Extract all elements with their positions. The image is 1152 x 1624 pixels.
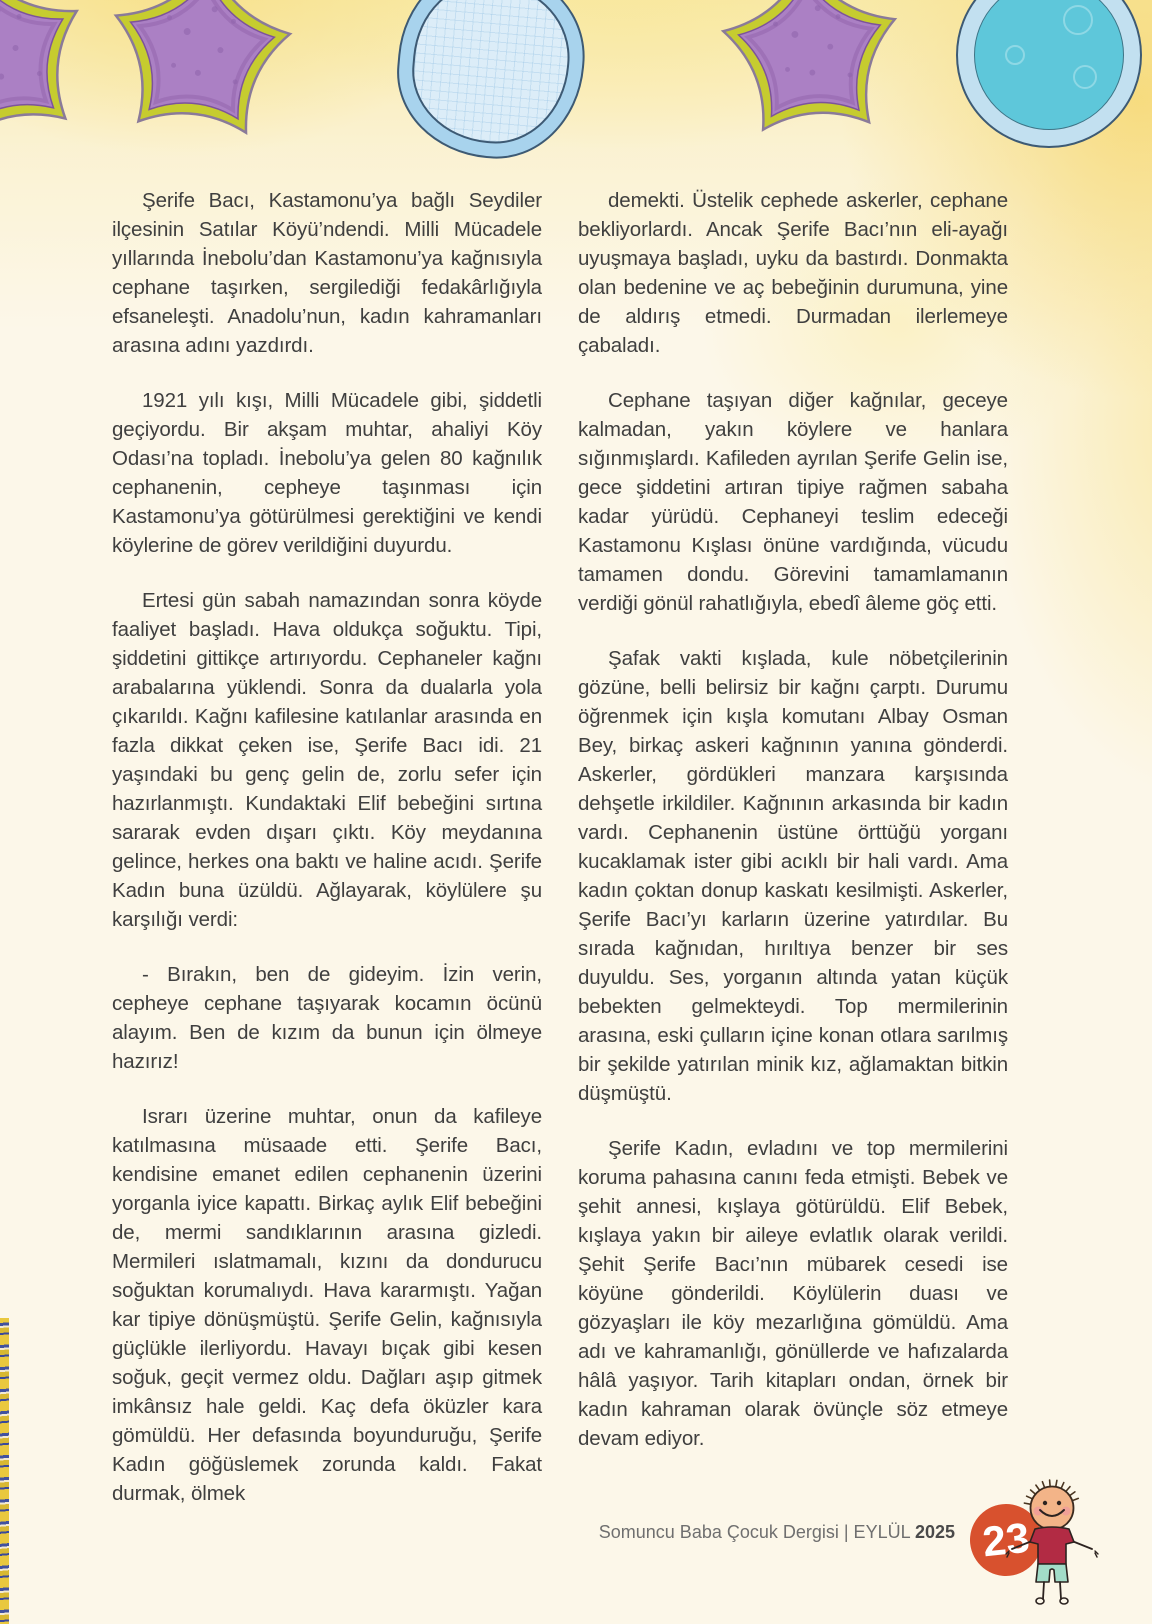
star-decoration-icon	[698, 0, 924, 166]
dough-blob-decoration-icon	[390, 0, 592, 166]
article-column-right	[578, 186, 1008, 1534]
paragraph: Şerife Bacı, Kastamonu’ya bağlı Seydiler ilçesinin Satılar Köyü’ndendi. Milli Mücadele yıllarında İnebolu’dan Kastamonu’ya kağnısıyla cephane taşırken, sergilediği fedakârlığıyla efsaneleşti. Anadolu’nun, kadın kahramanları arasına adını yazdırdı.	[112, 189, 542, 357]
mascot-shorts	[1036, 1564, 1068, 1582]
footer-credit	[599, 1522, 955, 1543]
mascot-eye	[1057, 1501, 1061, 1505]
swirl-detail	[1005, 45, 1025, 65]
paragraph: 1921 yılı kışı, Milli Mücadele gibi, şiddetli geçiyordu. Bir akşam muhtar, ahaliyi Köy Odası’na topladı. İnebolu’ya gelen 80 kağnılık cephanenin, cepheye taşınması için Kastamonu’ya götürülmesi gerektiğini ve kendi köylerine de görev verildiğini duyurdu.	[112, 389, 542, 557]
paragraph: Şafak vakti kışlada, kule nöbetçilerinin gözüne, belli belirsiz bir kağnı çarptı. Durumu öğrenmek için kışla komutanı Albay Osman Bey, birkaç askeri kağnının yanına gönderdi. Askerler, gördükleri manzara karşısında dehşetle irkildiler. Kağnının arkasında bir kadın vardı. Cephanenin üstüne örttüğü yorganı kucaklamak ister gibi acıklı bir hali vardı. Ama kadın çoktan donup kaskatı kesilmişti. Askerler, Şerife Bacı’yı karların üzerine yatırdılar. Bu sırada kağnıdan, hırıltıya benzer bir ses duyuldu. Ses, yorganın altında yatan küçük bebekten gelmekteydi. Top mermilerinin arasına, eski çulların içine konan otlara sarılmış bir şekilde yatırılan minik kız, ağlamaktan bitkin düşmüştü.	[578, 647, 1008, 1105]
article-body	[112, 186, 1008, 1534]
paragraph: demekti. Üstelik cephede askerler, cephane bekliyorlardı. Ancak Şerife Bacı’nın eli-ayağı uyuşmaya başladı, uyku da bastırdı. Donmakta olan bedenine ve aç bebeğinin durumuna, yine de aldırış etmedi. Durmadan ilerlemeye çabaladı.	[578, 189, 1008, 357]
mascot-foot	[1036, 1598, 1044, 1604]
article-column-left	[112, 186, 542, 1534]
mascot-eye	[1043, 1501, 1047, 1505]
page-number: 23	[980, 1513, 1032, 1566]
issue-year: 2025	[914, 1522, 955, 1542]
dough-blob-inner	[406, 0, 575, 149]
page-edge-strip	[0, 1318, 9, 1624]
mascot-foot	[1060, 1598, 1068, 1604]
magazine-name: Somuncu Baba Çocuk Dergisi | EYLÜL	[598, 1522, 910, 1542]
paragraph: Cephane taşıyan diğer kağnılar, geceye kalmadan, yakın köylere ve hanlara sığınmışlardı. Kafileden ayrılan Şerife Gelin ise, gece şiddetini artıran tipiye rağmen sabaha kadar yürüdü. Cephaneyi teslim edeceği Kastamonu Kışlası önüne vardığında, vücudu tamamen dondu. Görevini tamamlamanın verdiği gönül rahatlığıyla, ebedî âleme göç etti.	[578, 389, 1008, 615]
paragraph: Şerife Kadın, evladını ve top mermilerini koruma pahasına canını feda etmişti. Bebek ve şehit annesi, kışlaya götürüldü. Elif Bebek, kışlaya yakın bir aileye evlatlık olarak verildi. Şehit Şerife Bacı’nın mübarek cesedi ise köyüne gönderildi. Köylülerin duası ve gözyaşları ile köy mezarlığına gömüldü. Ama adı ve kahramanlığı, gönüllerde ve hafızalarda hâlâ yaşıyor. Tarih kitapları ondan, örnek bir kadın kahraman olarak övünçle söz etmeye devam ediyor.	[578, 1137, 1008, 1450]
mascot-shirt	[1030, 1527, 1074, 1564]
plate-circle-decoration-icon	[956, 0, 1142, 148]
mascot-legs	[1043, 1582, 1061, 1599]
paragraph: Ertesi gün sabah namazından sonra köyde faaliyet başladı. Hava oldukça soğuktu. Tipi, şiddetini gittikçe artırıyordu. Cephaneler kağnı arabalarına yüklendi. Sonra da dualarla yola çıkarıldı. Kağnı kafilesine katılanlar arasında en fazla dikkat çeken ise, Şerife Bacı idi. 21 yaşındaki bu genç gelin de, zorlu sefer için hazırlanmıştı. Kundaktaki Elif bebeğini sırtına sararak evden dışarı çıktı. Köy meydanına gelince, herkes ona baktı ve haline acıdı. Şerife Kadın buna üzüldü. Ağlayarak, köylülere şu karşılığı verdi:	[112, 589, 542, 931]
paragraph: Israrı üzerine muhtar, onun da kafileye katılmasına müsaade etti. Şerife Bacı, kendisine emanet edilen cephanenin üzerini yorganla iyice kapattı. Birkaç aylık Elif bebeğini de, mermi sandıklarının arasına gizledi. Mermileri ıslatmamalı, kızını da dondurucu soğuktan korumalıydı. Hava kararmıştı. Yağan kar tipiye dönüşmüştü. Şerife Gelin, kağnısıyla güçlükle ilerliyordu. Havayı bıçak gibi kesen soğuk, geçit vermez oldu. Dağları aşıp gitmek imkânsız hale geldi. Kaç defa öküzler kara gömüldü. Her defasında boyunduruğu, Şerife Kadın göğüslemek zorunda kaldı. Fakat durmak, ölmek	[112, 1105, 542, 1505]
swirl-detail	[1063, 5, 1093, 35]
swirl-detail	[1073, 65, 1097, 89]
paragraph-dialogue: - Bırakın, ben de gideyim. İzin verin, cepheye cephane taşıyarak kocamın öcünü alayım. Ben de kızım da bunun için ölmeye hazırız!	[112, 963, 542, 1073]
star-decoration-icon	[85, 0, 315, 168]
boy-mascot-icon	[1000, 1468, 1116, 1608]
plate-circle-inner	[974, 0, 1124, 130]
